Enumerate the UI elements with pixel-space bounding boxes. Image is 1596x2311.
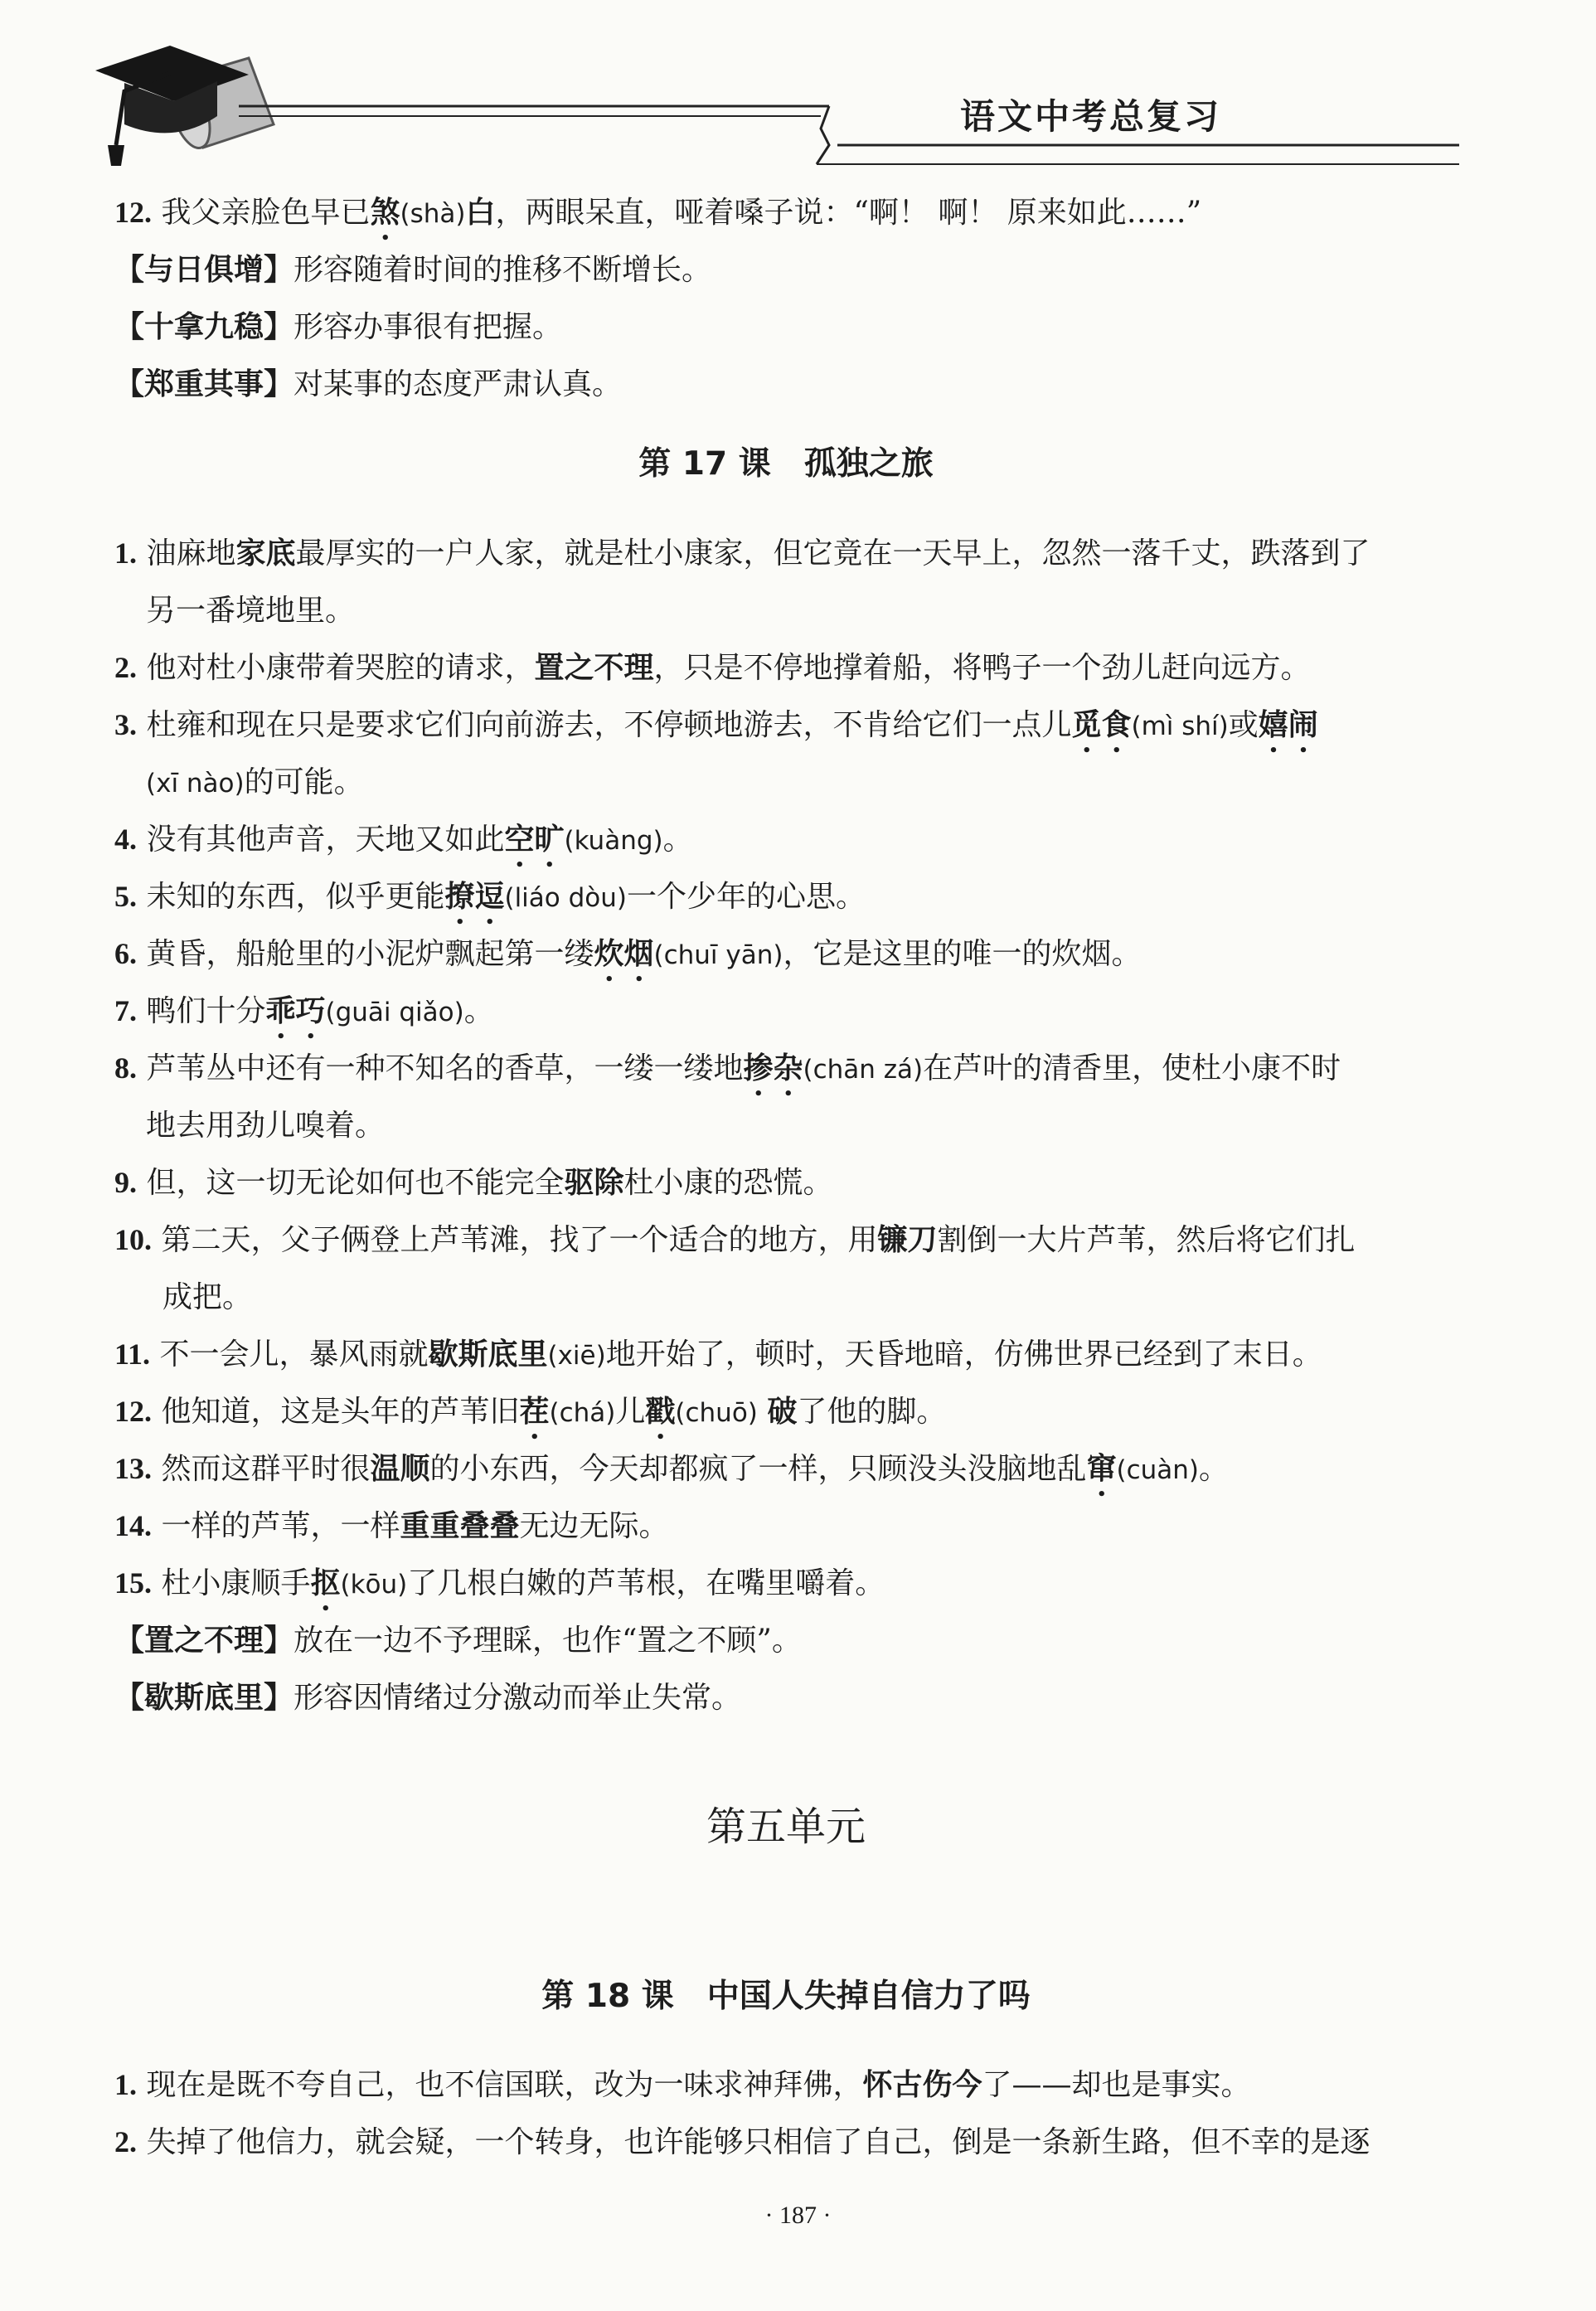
item-number: 8. <box>114 1051 137 1085</box>
text-run: 未知的东西，似乎更能 <box>137 880 445 914</box>
dotted-word: 戳 <box>645 1395 676 1429</box>
text-line <box>114 1097 1489 1154</box>
pinyin: (mì shí) <box>1131 711 1229 741</box>
text-line <box>114 356 1458 413</box>
text-run: 他对杜小康带着哭腔的请求， <box>137 651 535 685</box>
text-run: 对某事的态度严肃认真。 <box>293 367 623 401</box>
lesson-heading <box>114 439 1458 489</box>
item-number: 15. <box>114 1566 152 1600</box>
pinyin: (shà) <box>400 199 466 229</box>
text-line <box>114 1040 1458 1097</box>
pinyin: (guāi qiǎo) <box>325 998 464 1027</box>
text-run: 无边无际。 <box>519 1509 669 1543</box>
text-line <box>114 1326 1458 1383</box>
text-run: 。 <box>1199 1452 1230 1486</box>
text-run: 最厚实的一户人家，就是杜小康家，但它竟在一天早上，忽然一落千丈，跌落到了 <box>295 536 1370 570</box>
lesson-title: 中国人失掉自信力了吗 <box>706 1978 1031 2015</box>
lesson-title: 孤独之旅 <box>803 445 934 483</box>
item-number: 2. <box>114 651 137 684</box>
text-line <box>114 983 1458 1040</box>
bold-term: 镰刀 <box>877 1223 938 1257</box>
text-line <box>114 1498 1458 1555</box>
text-line <box>114 1383 1458 1440</box>
bold-term: 歇斯底里 <box>428 1338 548 1372</box>
text-run: 第二天，父子俩登上芦苇滩，找了一个适合的地方，用 <box>152 1223 878 1257</box>
bold-term: 【置之不理】 <box>114 1624 294 1658</box>
text-run: 成把。 <box>163 1280 253 1314</box>
text-line <box>114 925 1458 983</box>
text-run: 割倒一大片芦苇，然后将它们扎 <box>937 1223 1356 1257</box>
text-line <box>114 184 1458 241</box>
item-number: 12. <box>114 196 152 229</box>
text-run: 放在一边不予理睬，也作“置之不顾”。 <box>293 1624 802 1658</box>
text-run: 了他的脚。 <box>797 1395 947 1429</box>
item-number: 3. <box>114 708 137 741</box>
pinyin: (cuàn) <box>1116 1455 1200 1485</box>
bold-term: 驱除 <box>564 1166 624 1200</box>
item-number: 6. <box>114 937 137 970</box>
item-number: 2. <box>114 2125 137 2158</box>
dotted-word: 茬 <box>519 1395 550 1429</box>
item-number: 1. <box>114 2068 137 2101</box>
lesson-number: 第 17 课 <box>638 445 771 483</box>
text-run: 然而这群平时很 <box>152 1452 371 1486</box>
pinyin: (chuī yān) <box>653 940 783 970</box>
text-line <box>114 697 1458 754</box>
text-run: 杜雍和现在只是要求它们向前游去，不停顿地游去，不肯给它们一点儿 <box>137 708 1072 742</box>
dotted-word: 撩逗 <box>444 880 505 914</box>
text-run: 儿 <box>615 1395 646 1429</box>
bold-term: 破 <box>767 1395 798 1429</box>
page-header <box>0 0 1596 174</box>
lesson-number: 第 18 课 <box>541 1978 674 2015</box>
pinyin: (chuō) <box>675 1398 758 1428</box>
text-run: 不一会儿，暴风雨就 <box>150 1338 429 1372</box>
text-line <box>114 1211 1458 1269</box>
pinyin: (xī nào) <box>146 769 245 799</box>
item-number: 4. <box>114 823 137 856</box>
pinyin: (liáo dòu) <box>504 883 627 913</box>
graduation-cap-icon <box>0 0 1596 174</box>
text-line <box>114 754 1489 811</box>
text-run: 油麻地 <box>137 536 236 570</box>
bold-term: 白 <box>465 196 496 230</box>
text-run: 现在是既不夸自己，也不信国联，改为一味求神拜佛， <box>137 2068 863 2102</box>
text-run: 地去用劲儿嗅着。 <box>146 1109 386 1143</box>
text-line <box>114 582 1489 639</box>
text-run <box>758 1395 767 1429</box>
text-run: 鸭们十分 <box>137 994 266 1028</box>
item-number: 12. <box>114 1395 152 1428</box>
text-run: 黄昏，船舱里的小泥炉飘起第一缕 <box>137 937 594 971</box>
dotted-word: 炊烟 <box>594 937 654 971</box>
text-run: 形容办事很有把握。 <box>293 310 563 344</box>
dotted-word: 觅食 <box>1071 708 1132 742</box>
text-line <box>114 2114 1458 2171</box>
text-run: 。 <box>463 994 494 1028</box>
text-line <box>114 1555 1458 1612</box>
text-line <box>114 811 1458 868</box>
text-run: 另一番境地里。 <box>146 594 356 628</box>
item-number: 14. <box>114 1509 152 1542</box>
text-line <box>114 1669 1458 1726</box>
dotted-word: 空旷 <box>504 823 565 857</box>
pinyin: (chá) <box>549 1398 616 1428</box>
dotted-word: 乖巧 <box>265 994 326 1028</box>
text-line <box>114 868 1458 925</box>
text-line <box>114 1440 1458 1498</box>
item-number: 1. <box>114 536 137 570</box>
text-run: 失掉了他信力，就会疑，一个转身，也许能够只相信了自己，倒是一条新生路，但不幸的是逐 <box>137 2125 1370 2159</box>
text-run: 。 <box>662 823 693 857</box>
bold-term: 温顺 <box>370 1452 430 1486</box>
pinyin: (kuàng) <box>564 826 663 856</box>
dotted-word: 煞 <box>370 196 400 230</box>
text-run: 的可能。 <box>244 765 364 799</box>
text-line <box>114 639 1458 697</box>
page-number: · 187 · <box>764 2202 832 2229</box>
text-run: 或 <box>1228 708 1259 742</box>
bold-term: 【十拿九稳】 <box>114 310 294 344</box>
text-run: 一样的芦苇，一样 <box>152 1509 400 1543</box>
pinyin: (kōu) <box>340 1570 408 1600</box>
text-run: 芦苇丛中还有一种不知名的香草，一缕一缕地 <box>137 1051 744 1085</box>
bold-term: 置之不理 <box>534 651 654 685</box>
text-run: 形容随着时间的推移不断增长。 <box>293 253 712 287</box>
dotted-word: 窜 <box>1086 1452 1117 1486</box>
header-title: 语文中考总复习 <box>960 96 1222 137</box>
item-number: 13. <box>114 1452 152 1485</box>
text-line <box>114 241 1458 299</box>
bold-term: 【歇斯底里】 <box>114 1681 294 1715</box>
item-number: 9. <box>114 1166 137 1199</box>
text-run: ，两眼呆直，哑着嗓子说：“啊！ 啊！ 原来如此……” <box>495 196 1202 230</box>
lesson-heading <box>114 1972 1458 2022</box>
text-line <box>114 2056 1458 2114</box>
item-number: 11. <box>114 1338 151 1371</box>
text-run: 的小东西，今天却都疯了一样，只顾没头没脑地乱 <box>429 1452 1087 1486</box>
text-run: ，只是不停地撑着船，将鸭子一个劲儿赶向远方。 <box>653 651 1311 685</box>
dotted-word: 嬉闹 <box>1258 708 1318 742</box>
text-run: 形容因情绪过分激动而举止失常。 <box>293 1681 742 1715</box>
text-run: 但，这一切无论如何也不能完全 <box>137 1166 565 1200</box>
item-number: 5. <box>114 880 137 913</box>
dotted-word: 掺杂 <box>743 1051 803 1085</box>
text-run: 他知道，这是头年的芦苇旧 <box>152 1395 520 1429</box>
text-run: 在芦叶的清香里，使杜小康不时 <box>923 1051 1341 1085</box>
bold-term: 怀古伤今 <box>862 2068 982 2102</box>
text-run: 杜小康的恐慌。 <box>623 1166 833 1200</box>
text-run: 没有其他声音，天地又如此 <box>137 823 505 857</box>
item-number: 10. <box>114 1223 152 1256</box>
bold-term: 家底 <box>235 536 296 570</box>
bold-term: 【与日俱增】 <box>114 253 294 287</box>
text-line <box>114 1612 1458 1669</box>
text-run: 地开始了，顿时，天昏地暗，仿佛世界已经到了末日。 <box>605 1338 1322 1372</box>
text-line <box>114 1269 1506 1326</box>
text-run: 了——却也是事实。 <box>982 2068 1251 2102</box>
text-line <box>114 299 1458 356</box>
text-run: 了几根白嫩的芦苇根，在嘴里嚼着。 <box>407 1566 885 1600</box>
text-line <box>114 1154 1458 1211</box>
text-run: 一个少年的心思。 <box>627 880 866 914</box>
text-run: 杜小康顺手 <box>152 1566 311 1600</box>
pinyin: (chān zá) <box>803 1055 924 1085</box>
item-number: 7. <box>114 994 137 1027</box>
pinyin: (xiē) <box>547 1341 606 1371</box>
bold-term: 【郑重其事】 <box>114 367 294 401</box>
dotted-word: 抠 <box>310 1566 341 1600</box>
bold-term: 重重叠叠 <box>400 1509 520 1543</box>
unit-title: 第五单元 <box>706 1804 866 1850</box>
text-line <box>114 525 1458 582</box>
text-run: ，它是这里的唯一的炊烟。 <box>783 937 1142 971</box>
text-run: 我父亲脸色早已 <box>152 196 371 230</box>
